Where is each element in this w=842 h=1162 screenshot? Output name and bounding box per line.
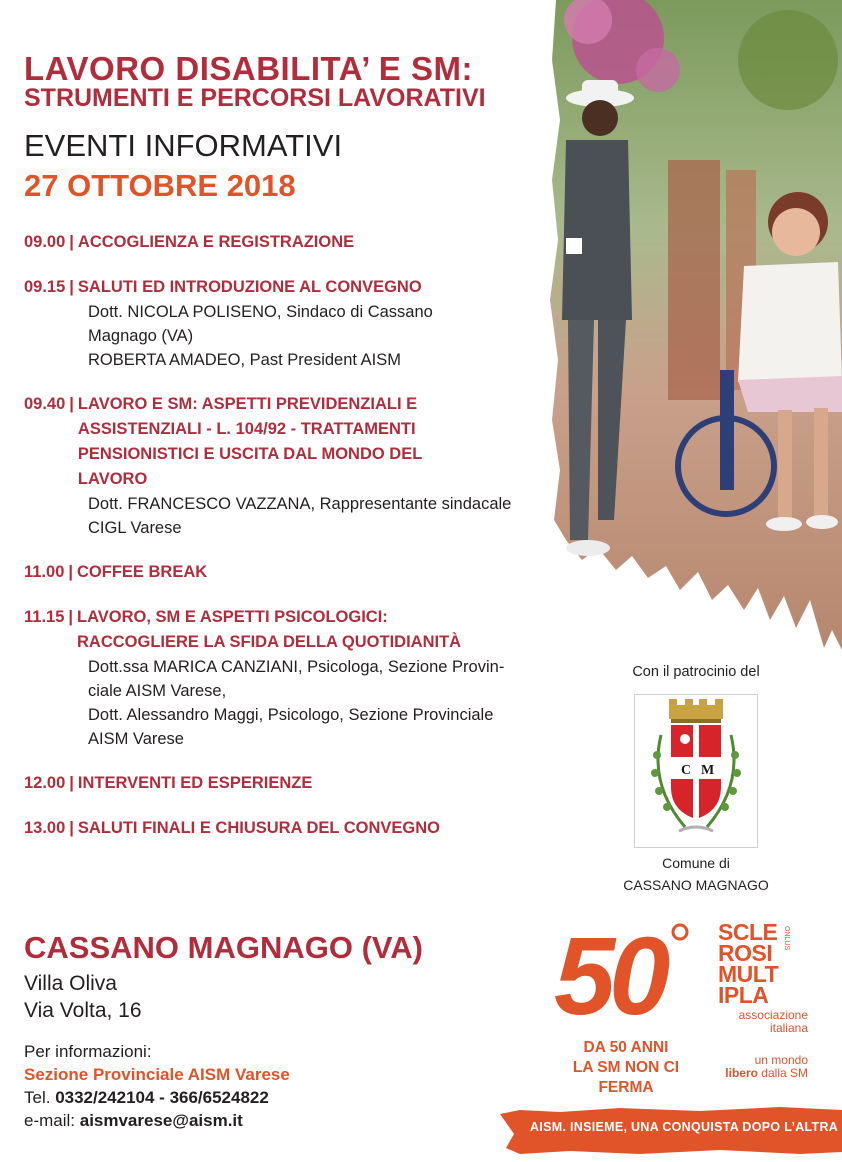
crest-letter-m: M [701, 763, 715, 778]
fifty-years-logo [552, 918, 692, 1028]
event-title: LAVORO DISABILITA’ E SM: [24, 50, 473, 87]
events-heading: EVENTI INFORMATIVI [24, 128, 343, 163]
program-item [24, 560, 554, 585]
tel-number: 0332/242104 - 366/6524822 [55, 1088, 269, 1107]
program-speaker: ROBERTA AMADEO, Past President AISM [88, 351, 402, 369]
program-title: LAVORO, SM E ASPETTI PSICOLOGICI: RACCOGLIERE LA SFIDA DELLA QUOTIDIANITÀ [77, 608, 462, 651]
onlus-label: ONLUS [783, 926, 790, 951]
program-time: 09.40 [24, 395, 66, 413]
sm-line-2: ROSI [718, 940, 773, 966]
program-time: 09.15 [24, 278, 66, 296]
event-photo [548, 0, 842, 650]
program-time-line [24, 230, 554, 255]
program-title: COFFEE BREAK [77, 563, 208, 581]
motto-rest: dalla SM [757, 1066, 808, 1080]
program-time: 11.15 [24, 608, 65, 626]
program-speaker: Dott. FRANCESCO VAZZANA, Rappresentante sindacale CIGL Varese [88, 495, 512, 537]
info-email-line [24, 1109, 290, 1132]
motto-bold: libero [725, 1066, 758, 1080]
aism-association: associazione italiana [738, 1008, 808, 1035]
program-time-line [24, 771, 554, 796]
aism-logo [718, 919, 808, 1035]
sm-line-3: MULT [718, 961, 779, 987]
program-title: SALUTI FINALI E CHIUSURA DEL CONVEGNO [77, 819, 441, 837]
program-item [24, 771, 554, 796]
sm-line-4: IPLA [718, 982, 769, 1008]
program-item [24, 392, 554, 540]
program-time-line [24, 605, 554, 655]
program-separator: | [68, 608, 74, 626]
email-label: e-mail: [24, 1111, 80, 1130]
crest-icon [635, 695, 757, 847]
program-time-line [24, 816, 554, 841]
program-speaker: Dott.ssa MARICA CANZIANI, Psicologa, Sezione Provin- ciale AISM Varese, [88, 658, 505, 700]
program-separator: | [69, 819, 74, 837]
crest-letter-c: C [681, 763, 692, 778]
info-tel-line [24, 1086, 290, 1109]
program-speaker: Dott. Alessandro Maggi, Psicologo, Sezione Provinciale AISM Varese [88, 706, 494, 748]
sm-line-1: SCLE [718, 919, 778, 945]
program-time-line [24, 392, 554, 492]
comune-line1: Comune di [662, 855, 730, 871]
location-venue: Villa Oliva Via Volta, 16 [24, 972, 142, 1022]
tel-label: Tel. [24, 1088, 56, 1107]
program-separator: | [69, 278, 74, 296]
email-link[interactable]: aismvarese@aism.it [79, 1111, 243, 1130]
program-list [24, 230, 554, 861]
event-subtitle: STRUMENTI E PERCORSI LAVORATIVI [24, 84, 486, 112]
fifty-number: 50 [554, 918, 665, 1028]
program-speaker: Dott. NICOLA POLISENO, Sindaco di Cassano Magnago (VA) [88, 303, 433, 345]
aism-motto [708, 1054, 808, 1080]
info-label: Per informazioni: [24, 1042, 152, 1061]
program-time-line [24, 275, 554, 300]
program-item [24, 605, 554, 751]
motto-line2 [708, 1067, 808, 1080]
banner-slogan: AISM. INSIEME, UNA CONQUISTA DOPO L’ALTRA [530, 1120, 839, 1134]
contact-info [24, 1040, 290, 1132]
program-title: SALUTI ED INTRODUZIONE AL CONVEGNO [77, 278, 422, 296]
program-item [24, 275, 554, 372]
program-time-line [24, 560, 554, 585]
program-time: 13.00 [24, 819, 66, 837]
municipality-crest [634, 694, 758, 848]
motto-line1: un mondo [754, 1053, 808, 1067]
comune-line2: CASSANO MAGNAGO [623, 877, 769, 893]
program-time: 09.00 [24, 233, 66, 251]
patronage-label: Con il patrocinio del [632, 664, 760, 680]
program-separator: | [69, 395, 74, 413]
municipality-name [600, 852, 792, 896]
event-date: 27 OTTOBRE 2018 [24, 168, 296, 203]
location-city: CASSANO MAGNAGO (VA) [24, 930, 423, 965]
info-org: Sezione Provinciale AISM Varese [24, 1065, 290, 1084]
program-separator: | [68, 563, 74, 581]
program-separator: | [69, 774, 74, 792]
program-title: INTERVENTI ED ESPERIENZE [77, 774, 313, 792]
program-time: 11.00 [24, 563, 65, 581]
program-time: 12.00 [24, 774, 66, 792]
program-item [24, 816, 554, 841]
program-title: ACCOGLIENZA E REGISTRAZIONE [77, 233, 355, 251]
fifty-years-tagline: DA 50 ANNI LA SM NON CI FERMA [572, 1039, 680, 1096]
program-item [24, 230, 554, 255]
program-separator: | [69, 233, 74, 251]
program-title: LAVORO E SM: ASPETTI PREVIDENZIALI E ASSISTENZIALI - L. 104/92 - TRATTAMENTI PENSIONISTICI E USCITA DAL MONDO DEL LAVORO [77, 395, 423, 488]
